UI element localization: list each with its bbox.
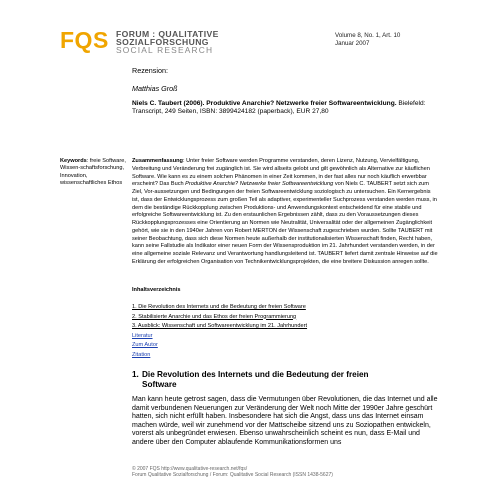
toc-link-section-1[interactable]: 1. Die Revolution des Internets und die Bedeutung der freien Software: [132, 304, 306, 310]
book-title: Niels C. Taubert (2006). Produktive Anarchie? Netzwerke freier Softwareentwicklung.: [132, 100, 397, 107]
abstract-label: Zusammenfassung: [132, 158, 183, 164]
section-1-heading: [132, 370, 432, 389]
toc-link-section-2[interactable]: 2. Stabilisierte Anarchie und das Ethos der freien Programmierung: [132, 313, 297, 320]
toc-heading: Inhaltsverzeichnis: [132, 287, 181, 293]
toc-link-zum-autor[interactable]: Zum Autor: [132, 342, 158, 349]
abstract-block: [132, 158, 438, 267]
table-of-contents: [132, 303, 438, 361]
toc-link-literatur[interactable]: Literatur: [132, 332, 153, 339]
section-1-body: Man kann heute getrost sagen, dass die Vermutungen über Revolutionen, die das Internet und alle damit verbundenen Neuerungen zur Veränderung der Welt noch Mitte der 1990er Jahre geschürt hatten, sich nicht erfüllt haben. Insbesondere hat sich die Angst, dass uns das Internet einsam machen würde, weil wir zunehmend vor der Mattscheibe sitzend uns zu Soziopathen entwickeln, vorerst als unbegründet erwiesen. Ebenso unwahrscheinlich scheint es nun, dass E-Mail und andere über den Computer ablaufende Kommunikationsformen uns: [132, 396, 438, 446]
reviewer-name: Matthias Groß: [132, 84, 178, 93]
keywords-block: [60, 158, 126, 188]
footer-journal: Forum Qualitative Sozialforschung / Forum: Qualitative Social Research (ISSN 1438-5627): [132, 472, 333, 479]
toc-link-section-3[interactable]: 3. Ausblick: Wissenschaft und Softwareentwicklung im 21. Jahrhundert: [132, 323, 308, 330]
volume-info: [335, 32, 400, 47]
logo-mark: FQS: [60, 27, 109, 53]
footer-copyright: © 2007 FQS http://www.qualitative-research.net/fqs/: [132, 466, 248, 472]
abstract-book-title: Produktive Anarchie? Netzwerke freier Softwareentwicklung: [185, 181, 334, 188]
volume-number: Volume 8, No. 1, Art. 10: [335, 32, 401, 39]
section-1-number: 1.: [132, 370, 139, 379]
abstract-text-1: : Unter freier Software werden Programme verstanden, deren Lizenz, Nutzung, Vervielfältigung, Verbreitung und Veränderung frei zugänglich ist. Sie wird allseits gelobt und gilt gewöhnlich als Alternative zur käuflichen Software. Wie kann es zu einem solchen Phänomen in einer Zeit kommen, in der fast alles nur noch käuflich erwerbbar erscheint? Das Buch: [132, 158, 430, 188]
keywords-label: Keywords: [60, 158, 87, 164]
abstract-text-2: von Niels C. TAUBERT setzt sich zum Ziel, Vor-aussetzungen und Bedingungen der freien Softwareentwicklung soziologisch zu untersuchen. Ein Kernergebnis ist, dass der Entwicklungsprozess zum großen Teil als adaptiver, experimenteller Suchprozess verstanden werden muss, in dem die beständige Rückkopplung zwischen Produktions- und Anwendungskontext entscheidend für eine stabile und erfolgreiche Softwareentwicklung ist. Zu den erstaunlichen Ergebnissen zählt, dass zu den Voraussetzungen dieses Rückkopplungsprozesses eine Orientierung an Normen wie Neutralität, Universalität oder der allgemeinen Zugänglichkeit gehört, wie sie in den 1940er Jahren von Robert MERTON der Wissenschaft zugeschrieben wurden. Sollte TAUBERT mit seiner Beobachtung, dass sich diese Normen heute außerhalb der institutionalisierten Wissenschaft finden, Recht haben, kann seine Fallstudie als Indikator einer neuen Form der Wissensproduktion im 21. Jahrhundert verstanden werden, in der eine allgemeine soziale Relevanz und Verantwortung handlungsleitend ist. TAUBERT liefert damit zentrale Hinweise auf die Erklärung der erfolgreichen Organisation von Technikentwicklungsprojekten, die eine breitere Diskussion anregen sollte.: [132, 181, 438, 265]
issue-date: Januar 2007: [335, 39, 370, 47]
keywords-text: : freie Software, Wissen-schaftsforschung, Innovation, wissenschaftliches Ethos: [60, 158, 126, 187]
review-label: Rezension:: [132, 66, 168, 75]
logo-social-research: SOCIAL RESEARCH: [116, 45, 214, 55]
section-1-title-line1: Die Revolution des Internets und die Bedeutung der freien: [142, 370, 369, 379]
logo-forum-qualitative: FORUM : QUALITATIVE: [116, 29, 219, 39]
book-citation: [132, 100, 432, 116]
section-1-title-line2: Software: [142, 379, 177, 389]
book-details: Bielefeld: Transcript, 249 Seiten, ISBN: 3899424182 (paperback), EUR 27,80: [132, 100, 426, 116]
page-footer: [132, 466, 333, 479]
toc-link-zitation[interactable]: Zitation: [132, 351, 151, 358]
logo-sozialforschung: SOZIALFORSCHUNG: [116, 37, 209, 47]
fqs-logo[interactable]: [60, 27, 260, 55]
